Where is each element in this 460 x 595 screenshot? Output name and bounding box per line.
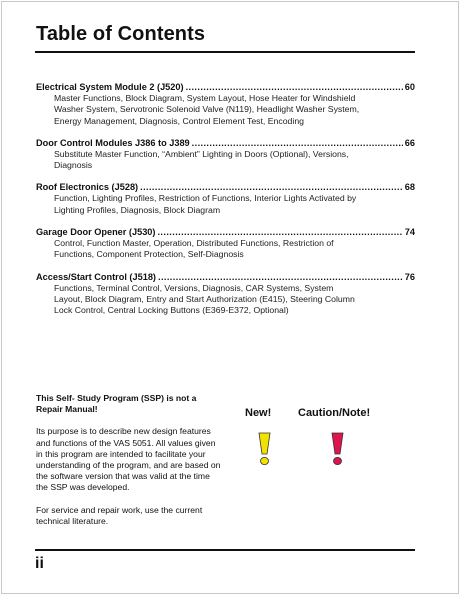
toc-entry-title: Access/Start Control (J518) <box>36 271 156 282</box>
toc-entry-page: 68 <box>404 182 415 193</box>
notice-heading: This Self- Study Program (SSP) is not a Repair Manual! <box>36 393 197 415</box>
legend-caution-label: Caution/Note! <box>298 407 371 419</box>
new-exclamation-bar <box>259 433 270 454</box>
toc-entry-roof-electronics <box>36 182 415 216</box>
toc-entry-door-control <box>36 138 415 172</box>
caution-exclamation-dot <box>334 457 342 464</box>
page-number: ii <box>35 555 44 572</box>
caution-exclamation-bar <box>332 433 343 454</box>
toc-entry-description: Substitute Master Function, “Ambient” Lighting in Doors (Optional), Versions, Diagnosis <box>54 148 349 171</box>
title-rule <box>35 51 415 53</box>
toc-entry-description: Master Functions, Block Diagram, System Layout, Hose Heater for Windshield Washer System, Servotronic Solenoid Valve (N119), Headlight Washer System, Energy Management, Diagnosis, Control Element Test, Encoding <box>54 93 360 126</box>
ssp-notice <box>36 393 221 538</box>
caution-exclamation-icon <box>330 432 346 466</box>
toc-entry-garage-door <box>36 227 415 261</box>
notice-paragraph-service: For service and repair work, use the current technical literature. <box>36 504 203 526</box>
toc-entry-title: Garage Door Opener (J530) <box>36 227 156 238</box>
toc-entry-access-start <box>36 272 415 317</box>
dot-leader <box>140 182 403 193</box>
new-exclamation-icon <box>257 432 273 466</box>
dot-leader <box>157 227 402 238</box>
table-of-contents <box>36 82 415 328</box>
notice-paragraph-purpose: Its purpose is to describe new design features and functions of the VAS 5051. All values given in this program are intended to facilitate your understanding of the program, and are based on the software version that was valid at the time the SSP was developed. <box>36 426 221 493</box>
toc-entry-page: 60 <box>404 82 415 92</box>
dot-leader <box>158 272 403 283</box>
toc-entry-description: Function, Lighting Profiles, Restriction of Functions, Interior Lights Activated by Lighting Profiles, Diagnosis, Block Diagram <box>54 193 357 215</box>
toc-entry-electrical-system <box>36 82 415 127</box>
dot-leader <box>186 82 403 93</box>
toc-entry-title: Roof Electronics (J528) <box>36 182 139 193</box>
toc-entry-title: Door Control Modules J386 to J389 <box>36 137 190 148</box>
toc-entry-page: 76 <box>404 271 415 282</box>
legend-new-label: New! <box>245 407 272 419</box>
footer-rule <box>35 549 415 551</box>
toc-entry-page: 66 <box>404 137 415 148</box>
toc-entry-description: Functions, Terminal Control, Versions, Diagnosis, CAR Systems, System Layout, Block Diagram, Entry and Start Authorization (E415), Steering Column Lock Control, Central Locking Buttons (E369-E372, Optional) <box>54 282 355 316</box>
toc-entry-description: Control, Function Master, Operation, Distributed Functions, Restriction of Functions, Component Protection, Self-Diagnosis <box>54 238 334 260</box>
new-exclamation-dot <box>261 457 269 464</box>
page-title: Table of Contents <box>36 23 206 45</box>
dot-leader <box>192 138 403 149</box>
toc-entry-title: Electrical System Module 2 (J520) <box>36 82 184 92</box>
toc-entry-page: 74 <box>404 227 415 238</box>
